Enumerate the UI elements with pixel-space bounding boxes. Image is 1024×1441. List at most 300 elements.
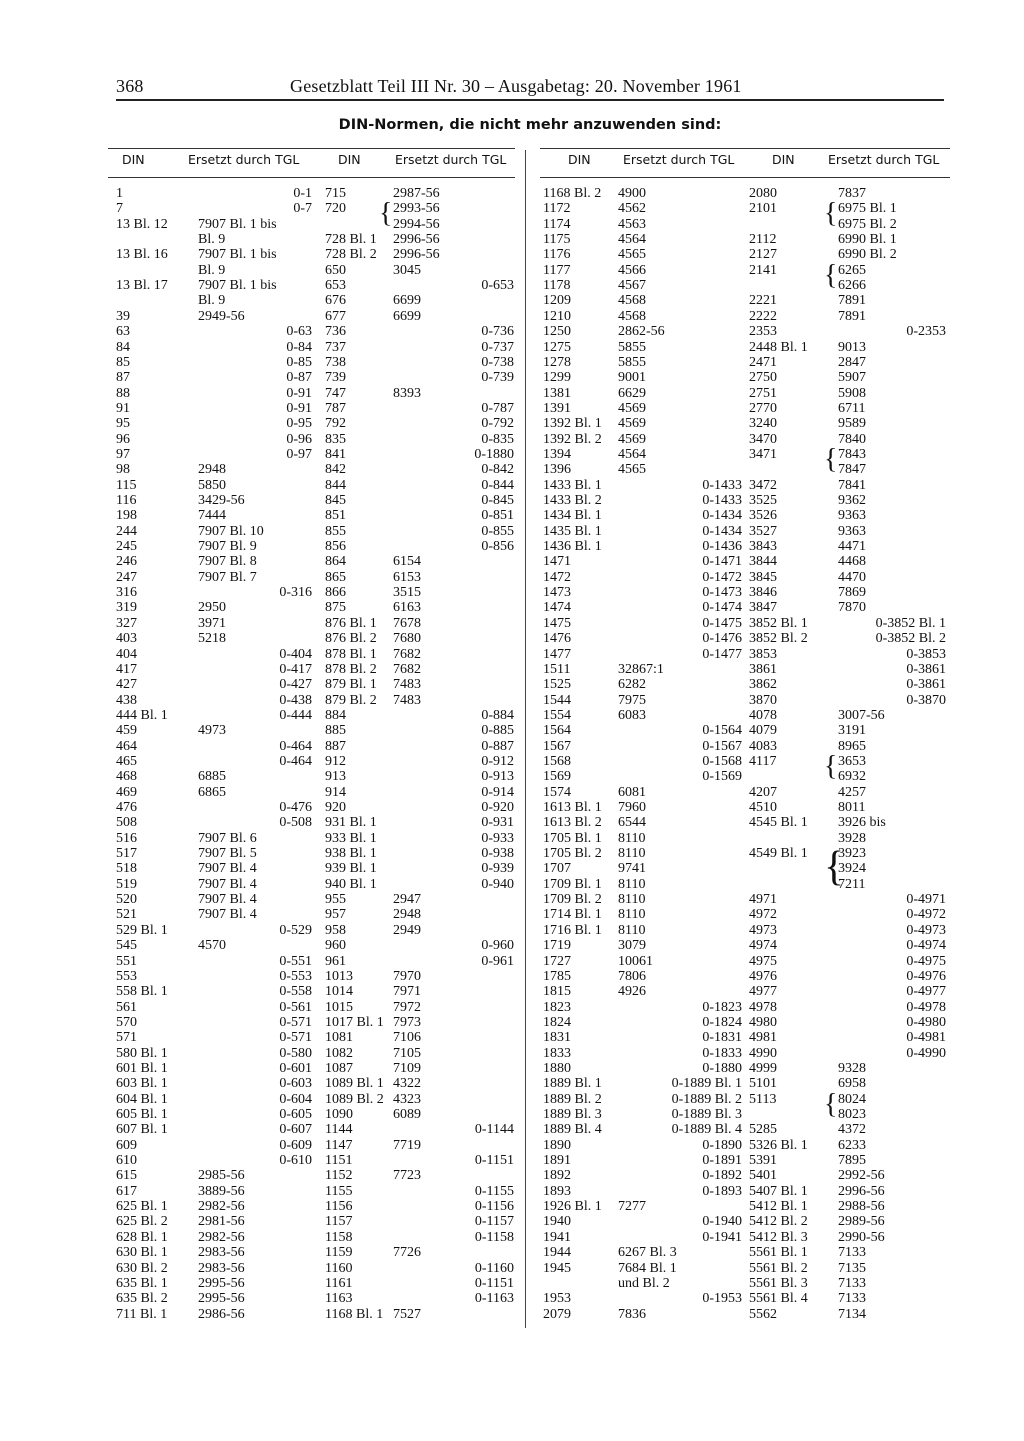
- tgl-replacement: 2948: [393, 907, 421, 923]
- din-number: 617: [116, 1183, 137, 1199]
- tgl-replacement: 7972: [393, 999, 421, 1015]
- tgl-replacement: 0-4974: [906, 938, 946, 954]
- tgl-replacement: 0-1953: [702, 1291, 742, 1307]
- din-number: 920: [325, 800, 346, 815]
- tgl-replacement: 0-914: [481, 784, 514, 800]
- din-number: 4510: [749, 800, 777, 815]
- din-number: 3862: [749, 677, 777, 693]
- din-number: 1525: [543, 677, 571, 693]
- tgl-replacement: 3429-56: [198, 493, 245, 508]
- din-number: 1824: [543, 1014, 571, 1030]
- tgl-replacement: 2862-56: [618, 324, 665, 340]
- din-number: 1889 Bl. 4: [543, 1122, 602, 1138]
- grouping-brace: {: [824, 198, 838, 230]
- din-number: 5561 Bl. 1: [749, 1245, 808, 1261]
- din-number: 1: [116, 186, 123, 201]
- din-number: 1568: [543, 753, 571, 769]
- din-number: 736: [325, 324, 346, 340]
- din-number: 887: [325, 738, 346, 754]
- tgl-replacement: 0-1163: [474, 1291, 514, 1307]
- tgl-replacement: 0-4977: [906, 984, 946, 1000]
- tgl-replacement: 0-856: [481, 539, 514, 555]
- din-number: 5326 Bl. 1: [749, 1137, 808, 1153]
- tgl-replacement: 0-4978: [906, 999, 946, 1015]
- din-number: 711 Bl. 1: [116, 1306, 168, 1322]
- din-number: 940 Bl. 1: [325, 876, 377, 892]
- din-number: 728 Bl. 1: [325, 232, 377, 248]
- din-number: 5412 Bl. 3: [749, 1229, 808, 1245]
- din-number: 3843: [749, 539, 777, 555]
- din-number: 1890: [543, 1137, 571, 1153]
- din-number: 427: [116, 677, 137, 693]
- din-number: 1159: [325, 1245, 353, 1261]
- tgl-replacement: 3924: [838, 861, 866, 877]
- tgl-replacement: 9741: [618, 861, 646, 877]
- tgl-replacement: 7109: [393, 1060, 421, 1076]
- din-number: 4972: [749, 907, 777, 923]
- din-number: 628 Bl. 1: [116, 1229, 168, 1245]
- din-number: 558 Bl. 1: [116, 984, 168, 1000]
- din-number: 3471: [749, 446, 777, 462]
- grouping-brace: {: [379, 198, 393, 230]
- din-number: 1089 Bl. 2: [325, 1091, 384, 1107]
- tgl-replacement: 0-605: [279, 1107, 312, 1122]
- column-header-replaced-by: Ersetzt durch TGL: [623, 152, 735, 167]
- tgl-replacement: 0-851: [481, 508, 514, 524]
- din-number: 2448 Bl. 1: [749, 339, 808, 355]
- tgl-replacement: 9363: [838, 523, 866, 539]
- din-number: 933 Bl. 1: [325, 830, 377, 846]
- tgl-replacement: 6266: [838, 278, 866, 294]
- din-number: 842: [325, 462, 346, 478]
- tgl-replacement: 7891: [838, 293, 866, 309]
- din-number: 5412 Bl. 1: [749, 1199, 808, 1215]
- tgl-replacement: 4372: [838, 1122, 866, 1138]
- tgl-replacement: 7726: [393, 1245, 421, 1261]
- tgl-replacement: 0-316: [279, 585, 312, 601]
- din-number: 676: [325, 293, 346, 309]
- din-number: 650: [325, 262, 346, 278]
- din-number: 604 Bl. 1: [116, 1091, 168, 1107]
- tgl-replacement: 0-1157: [474, 1214, 514, 1230]
- tgl-replacement: 9589: [838, 416, 866, 432]
- din-number: 4117: [749, 753, 777, 769]
- din-number: 630 Bl. 2: [116, 1260, 168, 1276]
- tgl-replacement: 0-1474: [702, 600, 742, 616]
- din-number: 63: [116, 324, 130, 340]
- din-number: 1017 Bl. 1: [325, 1014, 384, 1030]
- tgl-replacement: 5855: [618, 354, 646, 370]
- din-number: 3240: [749, 416, 777, 432]
- din-number: 1275: [543, 339, 571, 355]
- din-number: 4207: [749, 784, 777, 800]
- din-number: 1945: [543, 1260, 571, 1276]
- din-number: 327: [116, 615, 137, 631]
- tgl-replacement: 6699: [393, 293, 421, 309]
- din-number: 1833: [543, 1045, 571, 1061]
- din-number: 845: [325, 493, 346, 508]
- din-number: 580 Bl. 1: [116, 1045, 168, 1061]
- tgl-replacement: 8110: [618, 846, 646, 862]
- tgl-replacement: 6081: [618, 784, 646, 800]
- tgl-replacement: 2996-56: [838, 1183, 885, 1199]
- din-number: 738: [325, 354, 346, 370]
- din-number: 3526: [749, 508, 777, 524]
- din-number: 1477: [543, 646, 571, 662]
- tgl-replacement: 3045: [393, 262, 421, 278]
- tgl-replacement: 4470: [838, 569, 866, 585]
- tgl-replacement: 10061: [618, 953, 653, 969]
- tgl-replacement: 9362: [838, 493, 866, 508]
- tgl-replacement: 7907 Bl. 4: [198, 876, 257, 892]
- page-number: 368: [116, 76, 144, 96]
- column-header-din: DIN: [338, 152, 361, 167]
- din-number: 3870: [749, 692, 777, 708]
- din-number: 1175: [543, 232, 571, 248]
- din-number: 3861: [749, 661, 777, 677]
- tgl-replacement: 7134: [838, 1306, 866, 1322]
- din-number: 3852 Bl. 2: [749, 631, 808, 647]
- tgl-replacement: 5908: [838, 385, 866, 401]
- tgl-replacement: 0-920: [481, 800, 514, 815]
- tgl-replacement: 4565: [618, 462, 646, 478]
- tgl-replacement: 0-835: [481, 431, 514, 447]
- tgl-replacement: 0-3852 Bl. 1: [875, 615, 946, 631]
- tgl-replacement: 4564: [618, 446, 646, 462]
- tgl-replacement: 6282: [618, 677, 646, 693]
- din-number: 3845: [749, 569, 777, 585]
- din-number: 3853: [749, 646, 777, 662]
- din-number: 1719: [543, 938, 571, 954]
- din-number: 720: [325, 201, 346, 217]
- tgl-replacement: 9363: [838, 508, 866, 524]
- din-number: 87: [116, 370, 130, 386]
- tgl-replacement: 0-476: [279, 800, 312, 815]
- tgl-replacement: 7133: [838, 1275, 866, 1291]
- din-number: 958: [325, 922, 346, 938]
- tgl-replacement: 0-404: [279, 646, 312, 662]
- tgl-replacement: 6265: [838, 262, 866, 278]
- tgl-replacement: 7840: [838, 431, 866, 447]
- tgl-replacement: 4468: [838, 554, 866, 570]
- tgl-replacement: 4257: [838, 784, 866, 800]
- table-rule: [108, 177, 515, 178]
- tgl-replacement: 2982-56: [198, 1199, 245, 1215]
- din-number: 2112: [749, 232, 777, 248]
- din-number: 1436 Bl. 1: [543, 539, 602, 555]
- tgl-replacement: 0-1155: [474, 1183, 514, 1199]
- din-number: 1168 Bl. 2: [543, 186, 602, 201]
- din-number: 1151: [325, 1153, 353, 1169]
- tgl-replacement: 3191: [838, 723, 866, 739]
- din-number: 1168 Bl. 1: [325, 1306, 384, 1322]
- din-number: 5113: [749, 1091, 777, 1107]
- tgl-replacement: 2948: [198, 462, 226, 478]
- tgl-replacement: 0-1476: [702, 631, 742, 647]
- din-number: 1396: [543, 462, 571, 478]
- tgl-replacement: 0-438: [279, 692, 312, 708]
- din-number: 97: [116, 446, 130, 462]
- tgl-replacement: 7682: [393, 661, 421, 677]
- din-number: 1727: [543, 953, 571, 969]
- din-number: 551: [116, 953, 137, 969]
- tgl-replacement: 6699: [393, 308, 421, 324]
- tgl-replacement: 7836: [618, 1306, 646, 1322]
- din-number: 571: [116, 1030, 137, 1046]
- din-number: 5561 Bl. 2: [749, 1260, 808, 1276]
- din-number: 1155: [325, 1183, 353, 1199]
- din-number: 737: [325, 339, 346, 355]
- tgl-replacement: 0-960: [481, 938, 514, 954]
- din-number: 95: [116, 416, 130, 432]
- tgl-replacement: 2993-56: [393, 201, 440, 217]
- din-number: 603 Bl. 1: [116, 1076, 168, 1092]
- tgl-replacement: 7483: [393, 692, 421, 708]
- din-number: 715: [325, 186, 346, 201]
- tgl-replacement: Bl. 9: [198, 262, 226, 278]
- din-number: 198: [116, 508, 137, 524]
- tgl-replacement: 0-604: [279, 1091, 312, 1107]
- din-number: 5391: [749, 1153, 777, 1169]
- section-title: DIN-Normen, die nicht mehr anzuwenden sind:: [338, 117, 722, 133]
- column-divider: [525, 150, 526, 1328]
- tgl-replacement: 0-736: [481, 324, 514, 340]
- tgl-replacement: 7483: [393, 677, 421, 693]
- din-number: 1716 Bl. 1: [543, 922, 602, 938]
- tgl-replacement: 2986-56: [198, 1306, 245, 1322]
- din-number: 876 Bl. 1: [325, 615, 377, 631]
- tgl-replacement: 7723: [393, 1168, 421, 1184]
- tgl-replacement: 6267 Bl. 3: [618, 1245, 677, 1261]
- tgl-replacement: 3923: [838, 846, 866, 862]
- tgl-replacement: 0-1436: [702, 539, 742, 555]
- tgl-replacement: 6990 Bl. 1: [838, 232, 897, 248]
- din-number: 2750: [749, 370, 777, 386]
- din-number: 1081: [325, 1030, 353, 1046]
- table-rule: [108, 148, 515, 149]
- tgl-replacement: 5907: [838, 370, 866, 386]
- din-number: 5561 Bl. 3: [749, 1275, 808, 1291]
- din-number: 1089 Bl. 1: [325, 1076, 384, 1092]
- tgl-replacement: 2847: [838, 354, 866, 370]
- tgl-replacement: 0-1880: [702, 1060, 742, 1076]
- din-number: 1177: [543, 262, 571, 278]
- din-number: 5407 Bl. 1: [749, 1183, 808, 1199]
- tgl-replacement: 0-1567: [702, 738, 742, 754]
- din-number: 5561 Bl. 4: [749, 1291, 808, 1307]
- tgl-replacement: 0-4975: [906, 953, 946, 969]
- tgl-replacement: 0-939: [481, 861, 514, 877]
- tgl-replacement: 8965: [838, 738, 866, 754]
- din-number: 1157: [325, 1214, 353, 1230]
- tgl-replacement: 4569: [618, 416, 646, 432]
- din-number: 607 Bl. 1: [116, 1122, 168, 1138]
- tgl-replacement: 2949-56: [198, 308, 245, 324]
- din-number: 2751: [749, 385, 777, 401]
- din-number: 1476: [543, 631, 571, 647]
- tgl-replacement: 0-3861: [906, 661, 946, 677]
- din-number: 1209: [543, 293, 571, 309]
- tgl-replacement: 0-1940: [702, 1214, 742, 1230]
- tgl-replacement: 0-1893: [702, 1183, 742, 1199]
- column-header-din: DIN: [568, 152, 591, 167]
- tgl-replacement: 0-427: [279, 677, 312, 693]
- din-number: 1472: [543, 569, 571, 585]
- din-number: 605 Bl. 1: [116, 1107, 168, 1122]
- din-number: 625 Bl. 2: [116, 1214, 168, 1230]
- tgl-replacement: 0-912: [481, 753, 514, 769]
- din-number: 85: [116, 354, 130, 370]
- tgl-replacement: 0-1889 Bl. 1: [671, 1076, 742, 1092]
- din-number: 1944: [543, 1245, 571, 1261]
- table-rule: [540, 177, 950, 178]
- din-number: 913: [325, 769, 346, 785]
- din-number: 3472: [749, 477, 777, 493]
- tgl-replacement: 0-3852 Bl. 2: [875, 631, 946, 647]
- din-number: 84: [116, 339, 130, 355]
- din-number: 1392 Bl. 1: [543, 416, 602, 432]
- tgl-replacement: 0-1891: [702, 1153, 742, 1169]
- tgl-replacement: 6544: [618, 815, 646, 831]
- din-number: 841: [325, 446, 346, 462]
- tgl-replacement: 7870: [838, 600, 866, 616]
- tgl-replacement: 0-1433: [702, 477, 742, 493]
- column-header-din: DIN: [122, 152, 145, 167]
- din-number: 3844: [749, 554, 777, 570]
- tgl-replacement: 8393: [393, 385, 421, 401]
- din-number: 246: [116, 554, 137, 570]
- tgl-replacement: 7895: [838, 1153, 866, 1169]
- din-number: 938 Bl. 1: [325, 846, 377, 862]
- tgl-replacement: 7843: [838, 446, 866, 462]
- din-number: 3846: [749, 585, 777, 601]
- din-number: 5401: [749, 1168, 777, 1184]
- din-number: 866: [325, 585, 346, 601]
- tgl-replacement: 7527: [393, 1306, 421, 1322]
- tgl-replacement: 4564: [618, 232, 646, 248]
- din-number: 1574: [543, 784, 571, 800]
- din-number: 739: [325, 370, 346, 386]
- din-number: 1940: [543, 1214, 571, 1230]
- din-number: 561: [116, 999, 137, 1015]
- tgl-replacement: 0-1889 Bl. 4: [671, 1122, 742, 1138]
- din-number: 876 Bl. 2: [325, 631, 377, 647]
- tgl-replacement: 0-85: [286, 354, 312, 370]
- din-number: 1823: [543, 999, 571, 1015]
- tgl-replacement: 7907 Bl. 1 bis: [198, 216, 277, 232]
- din-number: 609: [116, 1137, 137, 1153]
- tgl-replacement: 0-938: [481, 846, 514, 862]
- tgl-replacement: 6885: [198, 769, 226, 785]
- tgl-replacement: 3928: [838, 830, 866, 846]
- tgl-replacement: 0-1880: [474, 446, 514, 462]
- tgl-replacement: 7684 Bl. 1: [618, 1260, 677, 1276]
- din-number: 3525: [749, 493, 777, 508]
- tgl-replacement: 0-1156: [474, 1199, 514, 1215]
- din-number: 747: [325, 385, 346, 401]
- tgl-replacement: 8011: [838, 800, 866, 815]
- tgl-replacement: 2995-56: [198, 1275, 245, 1291]
- din-number: 1014: [325, 984, 353, 1000]
- din-number: 465: [116, 753, 137, 769]
- din-number: 4977: [749, 984, 777, 1000]
- tgl-replacement: 0-1833: [702, 1045, 742, 1061]
- din-number: 1815: [543, 984, 571, 1000]
- tgl-replacement: 0-4990: [906, 1045, 946, 1061]
- tgl-replacement: 32867:1: [618, 661, 664, 677]
- din-number: 4976: [749, 968, 777, 984]
- tgl-replacement: 7806: [618, 968, 646, 984]
- tgl-replacement: 2983-56: [198, 1260, 245, 1276]
- din-number: 2770: [749, 400, 777, 416]
- din-number: 91: [116, 400, 130, 416]
- din-number: 88: [116, 385, 130, 401]
- tgl-replacement: 2988-56: [838, 1199, 885, 1215]
- grouping-brace: {: [824, 443, 838, 475]
- din-number: 4975: [749, 953, 777, 969]
- din-number: 1147: [325, 1137, 353, 1153]
- tgl-replacement: 6990 Bl. 2: [838, 247, 897, 263]
- din-number: 469: [116, 784, 137, 800]
- tgl-replacement: 4322: [393, 1076, 421, 1092]
- tgl-replacement: 3653: [838, 753, 866, 769]
- tgl-replacement: 0-1434: [702, 508, 742, 524]
- din-number: 1433 Bl. 1: [543, 477, 602, 493]
- din-number: 1160: [325, 1260, 353, 1276]
- din-number: 1471: [543, 554, 571, 570]
- tgl-replacement: 0-609: [279, 1137, 312, 1153]
- tgl-replacement: 6975 Bl. 1: [838, 201, 897, 217]
- din-number: 1156: [325, 1199, 353, 1215]
- grouping-brace: {: [824, 750, 838, 782]
- din-number: 1152: [325, 1168, 353, 1184]
- tgl-replacement: 0-87: [286, 370, 312, 386]
- din-number: 4083: [749, 738, 777, 754]
- tgl-replacement: 0-1434: [702, 523, 742, 539]
- tgl-replacement: 0-4972: [906, 907, 946, 923]
- din-number: 13 Bl. 12: [116, 216, 168, 232]
- din-number: 3527: [749, 523, 777, 539]
- din-number: 1544: [543, 692, 571, 708]
- din-number: 444 Bl. 1: [116, 707, 168, 723]
- tgl-replacement: 7907 Bl. 1 bis: [198, 278, 277, 294]
- din-number: 521: [116, 907, 137, 923]
- din-number: 1013: [325, 968, 353, 984]
- din-number: 912: [325, 753, 346, 769]
- din-number: 1278: [543, 354, 571, 370]
- tgl-replacement: 0-97: [286, 446, 312, 462]
- din-number: 1392 Bl. 2: [543, 431, 602, 447]
- tgl-replacement: 6975 Bl. 2: [838, 216, 897, 232]
- tgl-replacement: 6958: [838, 1076, 866, 1092]
- din-number: 1889 Bl. 2: [543, 1091, 602, 1107]
- tgl-replacement: 0-580: [279, 1045, 312, 1061]
- din-number: 1926 Bl. 1: [543, 1199, 602, 1215]
- tgl-replacement: 9013: [838, 339, 866, 355]
- din-number: 468: [116, 769, 137, 785]
- tgl-replacement: Bl. 9: [198, 232, 226, 248]
- column-header-replaced-by: Ersetzt durch TGL: [828, 152, 940, 167]
- column-header-din: DIN: [772, 152, 795, 167]
- din-number: 1299: [543, 370, 571, 386]
- din-number: 653: [325, 278, 346, 294]
- tgl-replacement: 3926 bis: [838, 815, 886, 831]
- din-number: 864: [325, 554, 346, 570]
- tgl-replacement: 0-737: [481, 339, 514, 355]
- tgl-replacement: 0-1889 Bl. 3: [671, 1107, 742, 1122]
- tgl-replacement: 0-607: [279, 1122, 312, 1138]
- din-number: 635 Bl. 1: [116, 1275, 168, 1291]
